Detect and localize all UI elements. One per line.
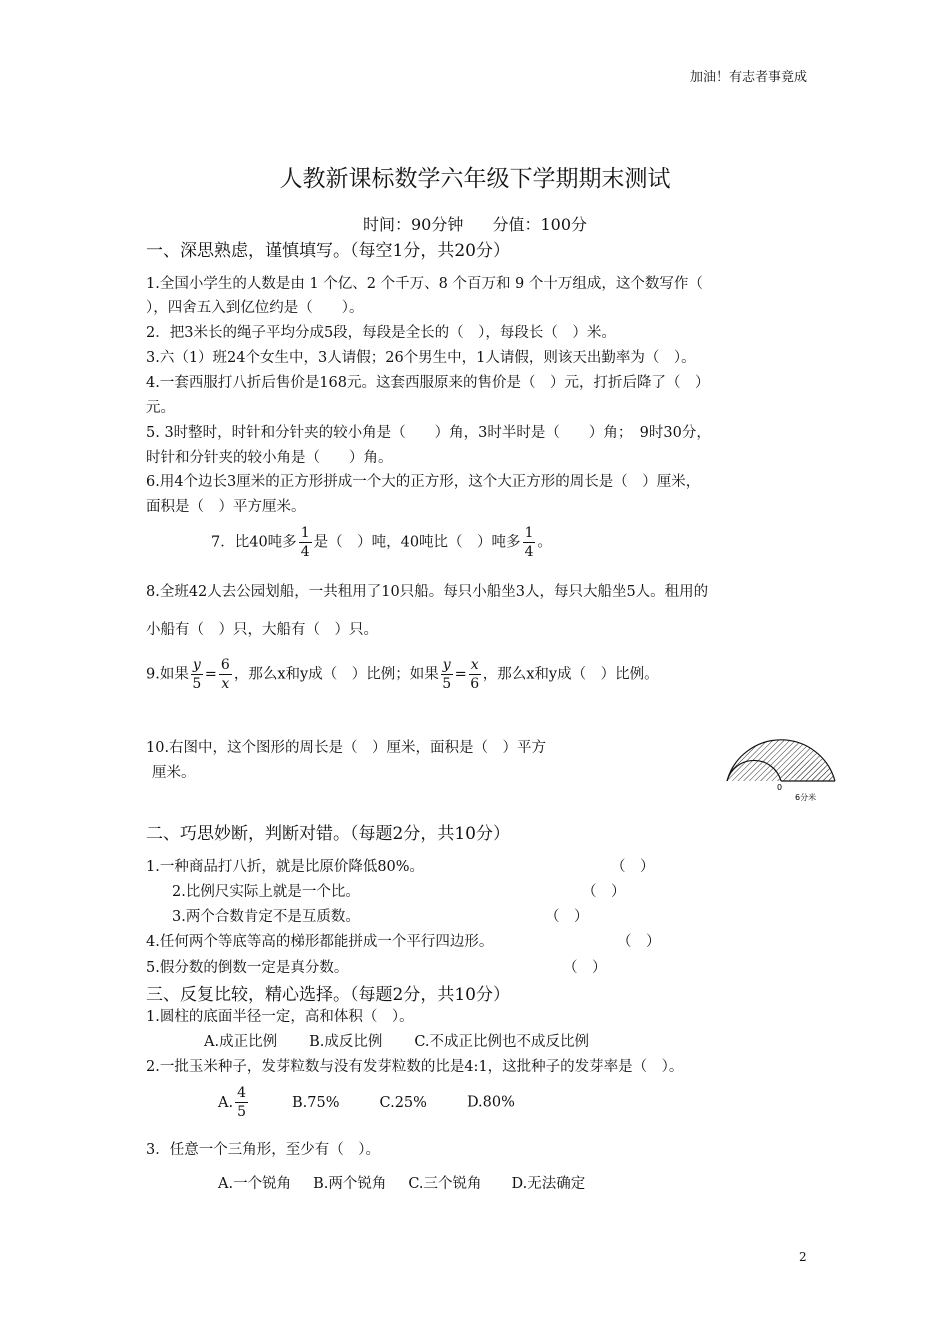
s2-item-3-blank: （ ）	[545, 909, 589, 925]
s3-q3-option-b: B.两个锐角	[313, 1176, 387, 1192]
s3-q1: 1.圆柱的底面半径一定，高和体积（ ）。	[146, 1009, 414, 1025]
s2-item-2: 2.比例尺实际上就是一个比。	[172, 884, 360, 900]
q9: 9.如果 $\frac{y}{5}$ = $\frac{6}{x}$ ，那么x和y成（ ）比例；如果 $\frac{y}{5}$ = $\frac{x}{6}$ ，那么x和y成（ ）比例。	[146, 657, 659, 692]
s3-q3-options	[218, 1172, 585, 1196]
q9-fraction-4: $\frac{x}{6}$	[470, 657, 480, 692]
s2-item-3: 3.两个合数肯定不是互质数。	[172, 909, 360, 925]
q4-line2: 元。	[146, 400, 175, 416]
q10-line1: 10.右图中，这个图形的周长是（ ）厘米，面积是（ ）平方	[146, 740, 547, 756]
section1-heading: 一、深思熟虑，谨慎填写。（每空1分，共20分）	[146, 241, 510, 261]
q2: 2．把3米长的绳子平均分成5段，每段是全长的（ ），每段长（ ）米。	[146, 325, 616, 341]
exam-score: 分值：100分	[492, 215, 587, 234]
semicircle-figure	[722, 723, 840, 805]
s3-q2-option-a: A. $\frac{4}{5}$	[218, 1085, 247, 1120]
s2-item-5: 5.假分数的倒数一定是真分数。	[146, 960, 349, 976]
s2-item-4: 4.任何两个等底等高的梯形都能拼成一个平行四边形。	[146, 934, 494, 950]
page-number: 2	[799, 1250, 807, 1264]
page-header: 加油！有志者事竟成	[689, 70, 807, 85]
s2-item-2-blank: （ ）	[582, 884, 626, 900]
s3-q1-option-a: A.成正比例	[204, 1034, 278, 1050]
q9-fraction-2: $\frac{6}{x}$	[220, 657, 230, 692]
q4-line1: 4.一套西服打八折后售价是168元。这套西服原来的售价是（ ）元，打折后降了（ ）	[146, 375, 710, 391]
s3-q3-option-c: C.三个锐角	[408, 1176, 482, 1192]
exam-time: 时间：90分钟	[362, 215, 464, 234]
page-title: 人教新课标数学六年级下学期期末测试	[279, 166, 671, 192]
q7-fraction-1: $\frac{1}{4}$	[300, 525, 310, 560]
s3-q2-option-b: B.75%	[292, 1094, 340, 1111]
s3-q1-option-b: B.成反比例	[309, 1034, 383, 1050]
s3-q3-option-d: D.无法确定	[511, 1176, 586, 1192]
origin-label: 0	[777, 783, 783, 792]
q7: 7．比40吨多 $\frac{1}{4}$ 是（ ）吨，40吨比（ ）吨多 $\frac{1}{4}$ 。	[211, 525, 552, 560]
q8-line2: 小船有（ ）只，大船有（ ）只。	[146, 622, 378, 638]
q1-line2: ），四舍五入到亿位约是（ ）。	[146, 300, 364, 316]
q6-line1: 6.用4个边长3厘米的正方形拼成一个大的正方形，这个大正方形的周长是（ ）厘米，	[146, 474, 701, 490]
q7-fraction-2: $\frac{1}{4}$	[524, 525, 534, 560]
section2-heading: 二、巧思妙断，判断对错。（每题2分，共10分）	[146, 824, 510, 844]
s3-q1-options	[204, 1030, 589, 1054]
s3-q3: 3．任意一个三角形，至少有（ ）。	[146, 1142, 380, 1158]
s2-item-4-blank: （ ）	[617, 934, 661, 950]
s3-q2-option-c: C.25%	[379, 1094, 427, 1111]
s2-item-1-blank: （ ）	[611, 859, 655, 875]
s3-q2-option-d: D.80%	[466, 1094, 515, 1111]
s2-item-1: 1.一种商品打八折，就是比原价降低80%。	[146, 859, 425, 875]
q9-fraction-1: $\frac{y}{5}$	[192, 657, 202, 692]
q8-line1: 8.全班42人去公园划船，一共租用了10只船。每只小船坐3人，每只大船坐5人。租用的	[146, 584, 709, 600]
q10-line2: 厘米。	[152, 765, 196, 781]
section3-heading: 三、反复比较，精心选择。（每题2分，共10分）	[146, 985, 510, 1005]
s3-q2: 2.一批玉米种子，发芽粒数与没有发芽粒数的比是4:1，这批种子的发芽率是（ ）。	[146, 1059, 684, 1075]
q1-line1: 1.全国小学生的人数是由 1 个亿、2 个千万、8 个百万和 9 个十万组成，这个数写作（	[146, 276, 703, 292]
q9-fraction-3: $\frac{y}{5}$	[442, 657, 452, 692]
q3: 3.六（1）班24个女生中，3人请假；26个男生中，1人请假，则该天出勤率为（ ）。	[146, 350, 696, 366]
length-label: 6分米	[795, 793, 817, 802]
s3-q1-option-c: C.不成正比例也不成反比例	[414, 1034, 590, 1050]
s3-q2-options	[218, 1084, 515, 1121]
q6-line2: 面积是（ ）平方厘米。	[146, 499, 306, 515]
s3-q3-option-a: A.一个锐角	[218, 1176, 292, 1192]
q5-line1: 5. 3时整时，时针和分针夹的较小角是（ ）角，3时半时是（ ）角； 9时30分，	[146, 425, 711, 441]
exam-meta	[0, 212, 950, 235]
s2-item-5-blank: （ ）	[563, 960, 607, 976]
q5-line2: 时针和分针夹的较小角是（ ）角。	[146, 450, 393, 466]
